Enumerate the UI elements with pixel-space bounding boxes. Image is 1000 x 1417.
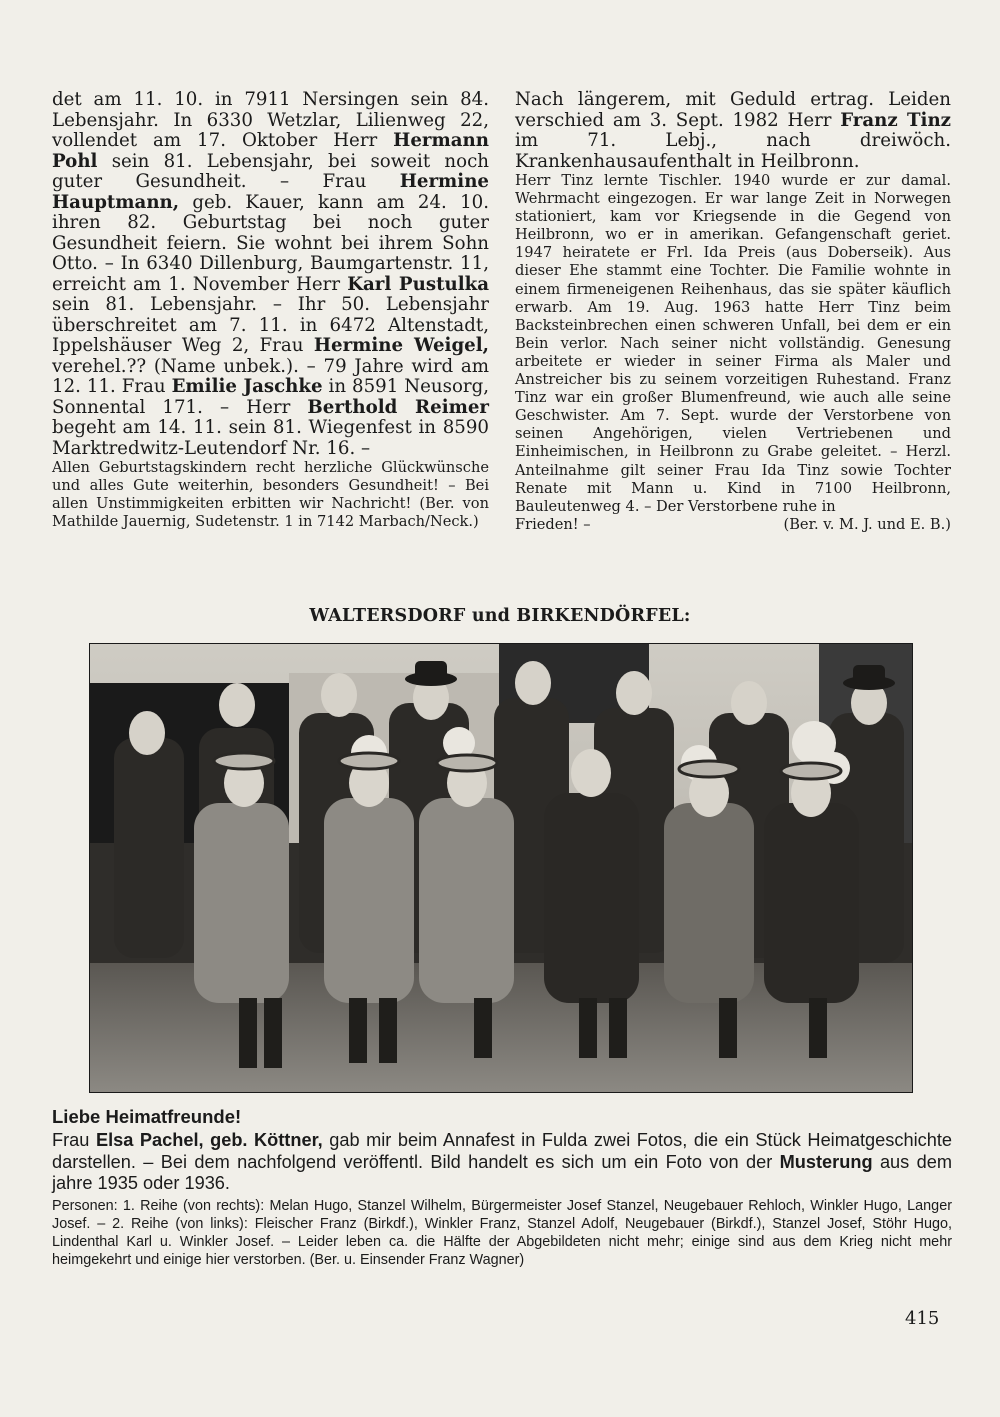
name-karl-pustulka: Karl Pustulka <box>347 273 489 295</box>
obituary-signoff: Frieden! – (Ber. v. M. J. und E. B.) <box>515 515 951 533</box>
birthday-wishes: Allen Geburtstagskindern recht herzliche Glückwünsche und alles Gute weiterhin, besonders Gesundheit! – Bei allen Unstimmigkeiten erbitten wir Nachricht! (Ber. von Mathilde Jauernig, Sudetenstr. 1 in 7142 Marbach/Neck.) <box>52 459 489 531</box>
group-photo-icon <box>89 643 913 1093</box>
birthday-text: det am 11. 10. in 7911 Nersingen sein 84. Lebensjahr. In 6330 Wetzlar, Lilienweg 22, vollendet am 17. Oktober Herr Hermann Pohl sein 81. Lebensjahr, bei soweit noch guter Gesundheit. – Frau Hermine Hauptmann, geb. Kauer, kann am 24. 10. ihren 82. Geburtstag bei noch guter Gesundheit feiern. Sie wohnt bei ihrem Sohn Otto. – In 6340 Dillenburg, Baumgartenstr. 11, erreicht am 1. November Herr Karl Pustulka sein 81. Lebensjahr. – Ihr 50. Lebensjahr überschreitet am 7. 11. in 6472 Altenstadt, Ippelshäuser Weg 2, Frau Hermine Weigel, verehel.?? (Name unbek.). – 79 Jahre wird am 12. 11. Frau Emilie Jaschke in 8591 Neusorg, Sonnental 171. – Herr Berthold Reimer begeht am 14. 11. sein 81. Wiegenfest in 8590 Marktredwitz-Leutendorf Nr. 16. – <box>52 89 490 459</box>
persons-caption: Personen: 1. Reihe (von rechts): Melan Hugo, Stanzel Wilhelm, Bürgermeister Josef Stanzel, Neugebauer Rehloch, Winkler Hugo, Langer Josef. – 2. Reihe (von links): Fleischer Franz (Birkdf.), Winkler Franz, Stanzel Adolf, Neugebauer (Birkdf.), Stanzel Josef, Stöhr Hugo, Lindenthal Karl u. Winkler Josef. – Leider leben ca. die Hälfte der Abgebildeten nicht mehr; einige sind aus dem Krieg nicht mehr heimgekehrt und einige hier verstorben. (Ber. u. Einsender Franz Wagner) <box>52 1197 952 1268</box>
obituary-body: Herr Tinz lernte Tischler. 1940 wurde er zur damal. Wehrmacht eingezogen. Er war lange Zeit in Norwegen stationiert, kam vor Kriegsende in die Gegend von Heilbronn, wo er in amerikan. Gefangenschaft geriet. 1947 heiratete er Frl. Ida Preis (aus Doberseik). Aus dieser Ehe stammt eine Tochter. Die Familie wohnte in einem firmeneigenen Reihenhaus, das sie später käuflich erwarb. Am 19. Aug. 1963 hatte Herr Tinz beim Backsteinbrechen einen schweren Unfall, bei dem er ein Bein verlor. Nach seiner nicht vollständig. Genesung arbeitete er wieder in seiner Firma als Maler und Anstreicher bis zu seinem vorzeitigen Ruhestand. Franz Tinz war ein großer Blumenfreund, wie auch alle seine Geschwister. Am 7. Sept. wurde der Verstorbene von seinen Angehörigen, vielen Vertriebenen und Einheimischen, in Heilbronn zu Grabe geleitet. – Herzl. Anteilnahme gilt seiner Frau Ida Tinz sowie Tochter Renate mit Mann u. Kind in 7100 Heilbronn, Bauleutenweg 4. – Der Verstorbene ruhe in <box>515 172 951 515</box>
bottom-main: Frau Elsa Pachel, geb. Köttner, gab mir beim Annafest in Fulda zwei Fotos, die ein Stück Heimatgeschichte darstellen. – Bei dem nachfolgend veröffentl. Bild handelt es sich um ein Foto von der Musterung aus dem jahre 1935 oder 1936. <box>52 1130 952 1194</box>
bottom-heading: Liebe Heimatfreunde! <box>52 1106 242 1127</box>
name-hermine-hauptmann: Hermine Hauptmann, <box>52 171 489 213</box>
name-emilie-jaschke: Emilie Jaschke <box>171 376 323 397</box>
name-berthold-reimer: Berthold Reimer <box>307 396 490 418</box>
name-hermann-pohl: Hermann Pohl <box>52 130 489 172</box>
left-column <box>52 90 489 531</box>
obituary-lead: Nach längerem, mit Geduld ertrag. Leiden verschied am 3. Sept. 1982 Herr Franz Tinz im 71. Lebj., nach dreiwöch. Krankenhausaufenthalt in Heilbronn. <box>515 89 951 172</box>
page-number: 415 <box>905 1308 940 1329</box>
word-musterung: Musterung <box>779 1151 873 1172</box>
name-franz-tinz: Franz Tinz <box>840 109 951 131</box>
section-title: WALTERSDORF und BIRKENDÖRFEL: <box>309 606 691 626</box>
bottom-text <box>52 1106 952 1269</box>
group-photo <box>89 643 913 1093</box>
name-elsa-pachel: Elsa Pachel, geb. Köttner, <box>95 1130 323 1150</box>
right-column <box>515 90 951 534</box>
name-hermine-weigel: Hermine Weigel, <box>313 335 489 356</box>
